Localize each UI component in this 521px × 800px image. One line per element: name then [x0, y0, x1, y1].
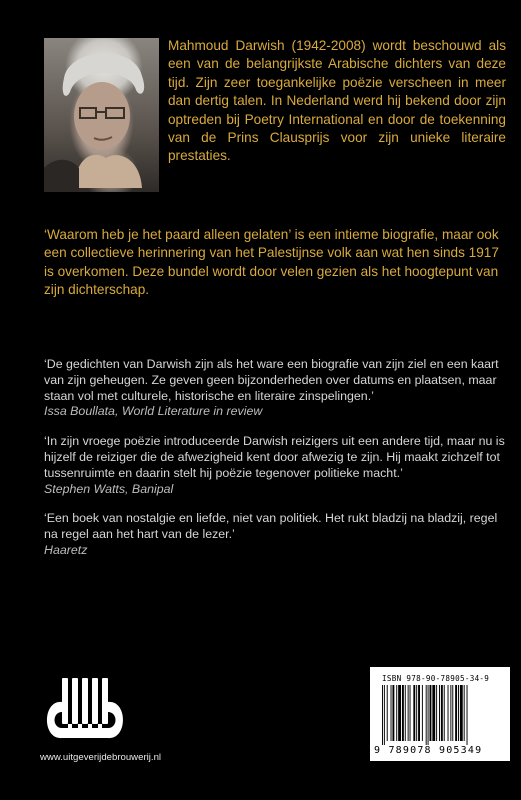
author-photo — [44, 38, 159, 192]
barcode-digits: 9 789078 905349 — [374, 745, 483, 756]
review-quote — [44, 434, 506, 497]
publisher-logo — [40, 676, 130, 747]
isbn-barcode — [370, 667, 510, 761]
review-quote — [44, 357, 506, 420]
quote-source: Stephen Watts, Banipal — [44, 481, 174, 496]
quote-source: Haaretz — [44, 542, 88, 557]
quote-text: ‘De gedichten van Darwish zijn als het ware een biografie van zijn ziel en een kaart van zijn geheugen. Ze geven geen bijzonderheden over datums en plaatsen, maar staan vol met culturele, historische en literaire zinspelingen.’ — [44, 357, 499, 403]
book-blurb: ‘Waarom heb je het paard alleen gelaten’ is een intieme biografie, maar ook een collectieve herinnering van het Palestijnse volk aan wat hen sinds 1917 is overkomen. Deze bundel wordt door velen gezien als het hoogtepunt van zijn dichterschap. — [44, 227, 499, 298]
author-portrait-icon — [44, 38, 159, 192]
author-bio: Mahmoud Darwish (1942-2008) wordt beschouwd als een van de belangrijkste Arabische dichters van deze tijd. Zijn zeer toegankelijke poëzie verscheen in meer dan dertig talen. In Nederland werd hij bekend door zijn optreden bij Poetry International en door de toekenning van de Prins Clausprijs voor zijn unieke literaire prestaties. — [168, 38, 506, 164]
barcode-icon — [382, 685, 506, 745]
isbn-label: ISBN 978-90-78905-34-9 — [382, 674, 490, 683]
quote-source: Issa Boullata, World Literature in review — [44, 404, 263, 419]
review-quotes — [44, 357, 506, 573]
publisher-website: www.uitgeverijdebrouwerij.nl — [40, 752, 162, 763]
review-quote — [44, 511, 506, 558]
quote-text: ‘In zijn vroege poëzie introduceerde Darwish reizigers uit een andere tijd, maar nu is hijzelf de reiziger die de afwezigheid kent door afwezig te zijn. Hij maakt zichzelf tot tussenruimte en daarin stelt hij poëzie tegenover politieke macht.’ — [44, 434, 505, 480]
dlb-publisher-logo-icon — [40, 676, 130, 742]
quote-text: ‘Een boek van nostalgie en liefde, niet van politiek. Het rukt bladzij na bladzij, regel na regel aan het hart van de lezer.’ — [44, 511, 498, 542]
